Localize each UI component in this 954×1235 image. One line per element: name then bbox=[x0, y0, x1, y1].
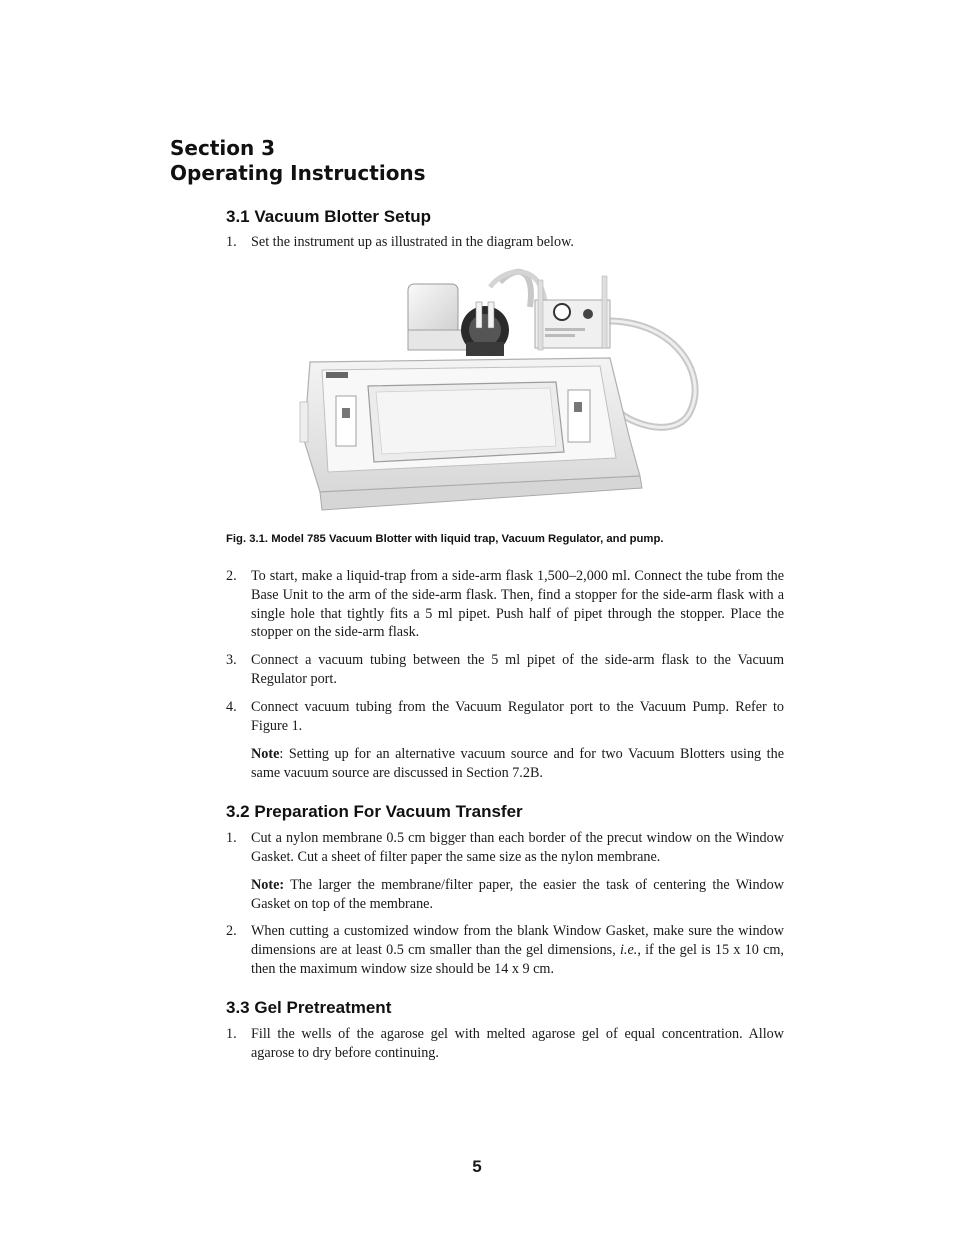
list-text-part: When cutting a customized window from the blank Window Gasket, make sure the window dimensions are at least 0.5 cm smaller than the gel dimensions, bbox=[251, 923, 784, 958]
heading-3-1: 3.1 Vacuum Blotter Setup bbox=[226, 207, 431, 226]
note-text: : Setting up for an alternative vacuum source and for two Vacuum Blotters using the same vacuum source are discussed in Section 7.2B. bbox=[251, 746, 784, 781]
list-text: To start, make a liquid-trap from a side-arm flask 1,500–2,000 ml. Connect the tube from the Base Unit to the arm of the side-arm flask. Then, find a stopper for the side-arm flask with a single hole that tightly fits a 5 ml pipet. Push half of pipet through the stopper. Place the stopper on the side-arm flask. bbox=[251, 568, 784, 641]
note-3-1 bbox=[251, 745, 784, 783]
page-number: 5 bbox=[472, 1157, 482, 1176]
list-item-3-2-1 bbox=[226, 829, 784, 867]
section-name: Operating Instructions bbox=[170, 161, 426, 185]
vacuum-blotter-illustration bbox=[290, 262, 710, 526]
list-text: Connect vacuum tubing from the Vacuum Regulator port to the Vacuum Pump. Refer to Figure 1. bbox=[251, 699, 784, 734]
note-label: Note: bbox=[251, 877, 285, 893]
figure-caption: Fig. 3.1. Model 785 Vacuum Blotter with liquid trap, Vacuum Regulator, and pump. bbox=[226, 533, 664, 545]
list-text: Cut a nylon membrane 0.5 cm bigger than each border of the precut window on the Window Gasket. Cut a sheet of filter paper the same size as the nylon membrane. bbox=[251, 830, 784, 865]
list-number: 3. bbox=[226, 652, 237, 668]
heading-3-2: 3.2 Preparation For Vacuum Transfer bbox=[226, 802, 523, 821]
list-text: Connect a vacuum tubing between the 5 ml pipet of the side-arm flask to the Vacuum Regulator port. bbox=[251, 652, 784, 687]
note-label: Note bbox=[251, 746, 280, 762]
list-item-3-1-4 bbox=[226, 698, 784, 736]
list-item-3-2-2 bbox=[226, 922, 784, 978]
list-item-3-1-3 bbox=[226, 651, 784, 689]
list-text: Set the instrument up as illustrated in the diagram below. bbox=[251, 234, 574, 250]
heading-3-3: 3.3 Gel Pretreatment bbox=[226, 998, 392, 1017]
list-text-italic: i.e. bbox=[619, 941, 638, 958]
list-item-3-1-2 bbox=[226, 567, 784, 642]
section-title bbox=[170, 136, 426, 186]
list-text-part: , if the gel is 15 x 10 cm, then the maximum window size should be 14 x 9 cm. bbox=[251, 941, 784, 977]
list-number: 4. bbox=[226, 699, 237, 715]
section-number: Section 3 bbox=[170, 136, 276, 160]
list-number: 1. bbox=[226, 830, 237, 846]
note-text: The larger the membrane/filter paper, the easier the task of centering the Window Gasket on top of the membrane. bbox=[251, 877, 784, 912]
list-number: 1. bbox=[226, 234, 237, 250]
list-number: 2. bbox=[226, 923, 237, 939]
list-number: 2. bbox=[226, 568, 237, 584]
list-number: 1. bbox=[226, 1026, 237, 1042]
note-3-2 bbox=[251, 876, 784, 914]
list-text bbox=[251, 922, 784, 978]
list-item-3-1-1 bbox=[226, 233, 784, 252]
vacuum-blotter-figure bbox=[290, 262, 710, 526]
list-text: Fill the wells of the agarose gel with melted agarose gel of equal concentration. Allow agarose to dry before continuing. bbox=[251, 1026, 784, 1061]
list-item-3-3-1 bbox=[226, 1025, 784, 1063]
